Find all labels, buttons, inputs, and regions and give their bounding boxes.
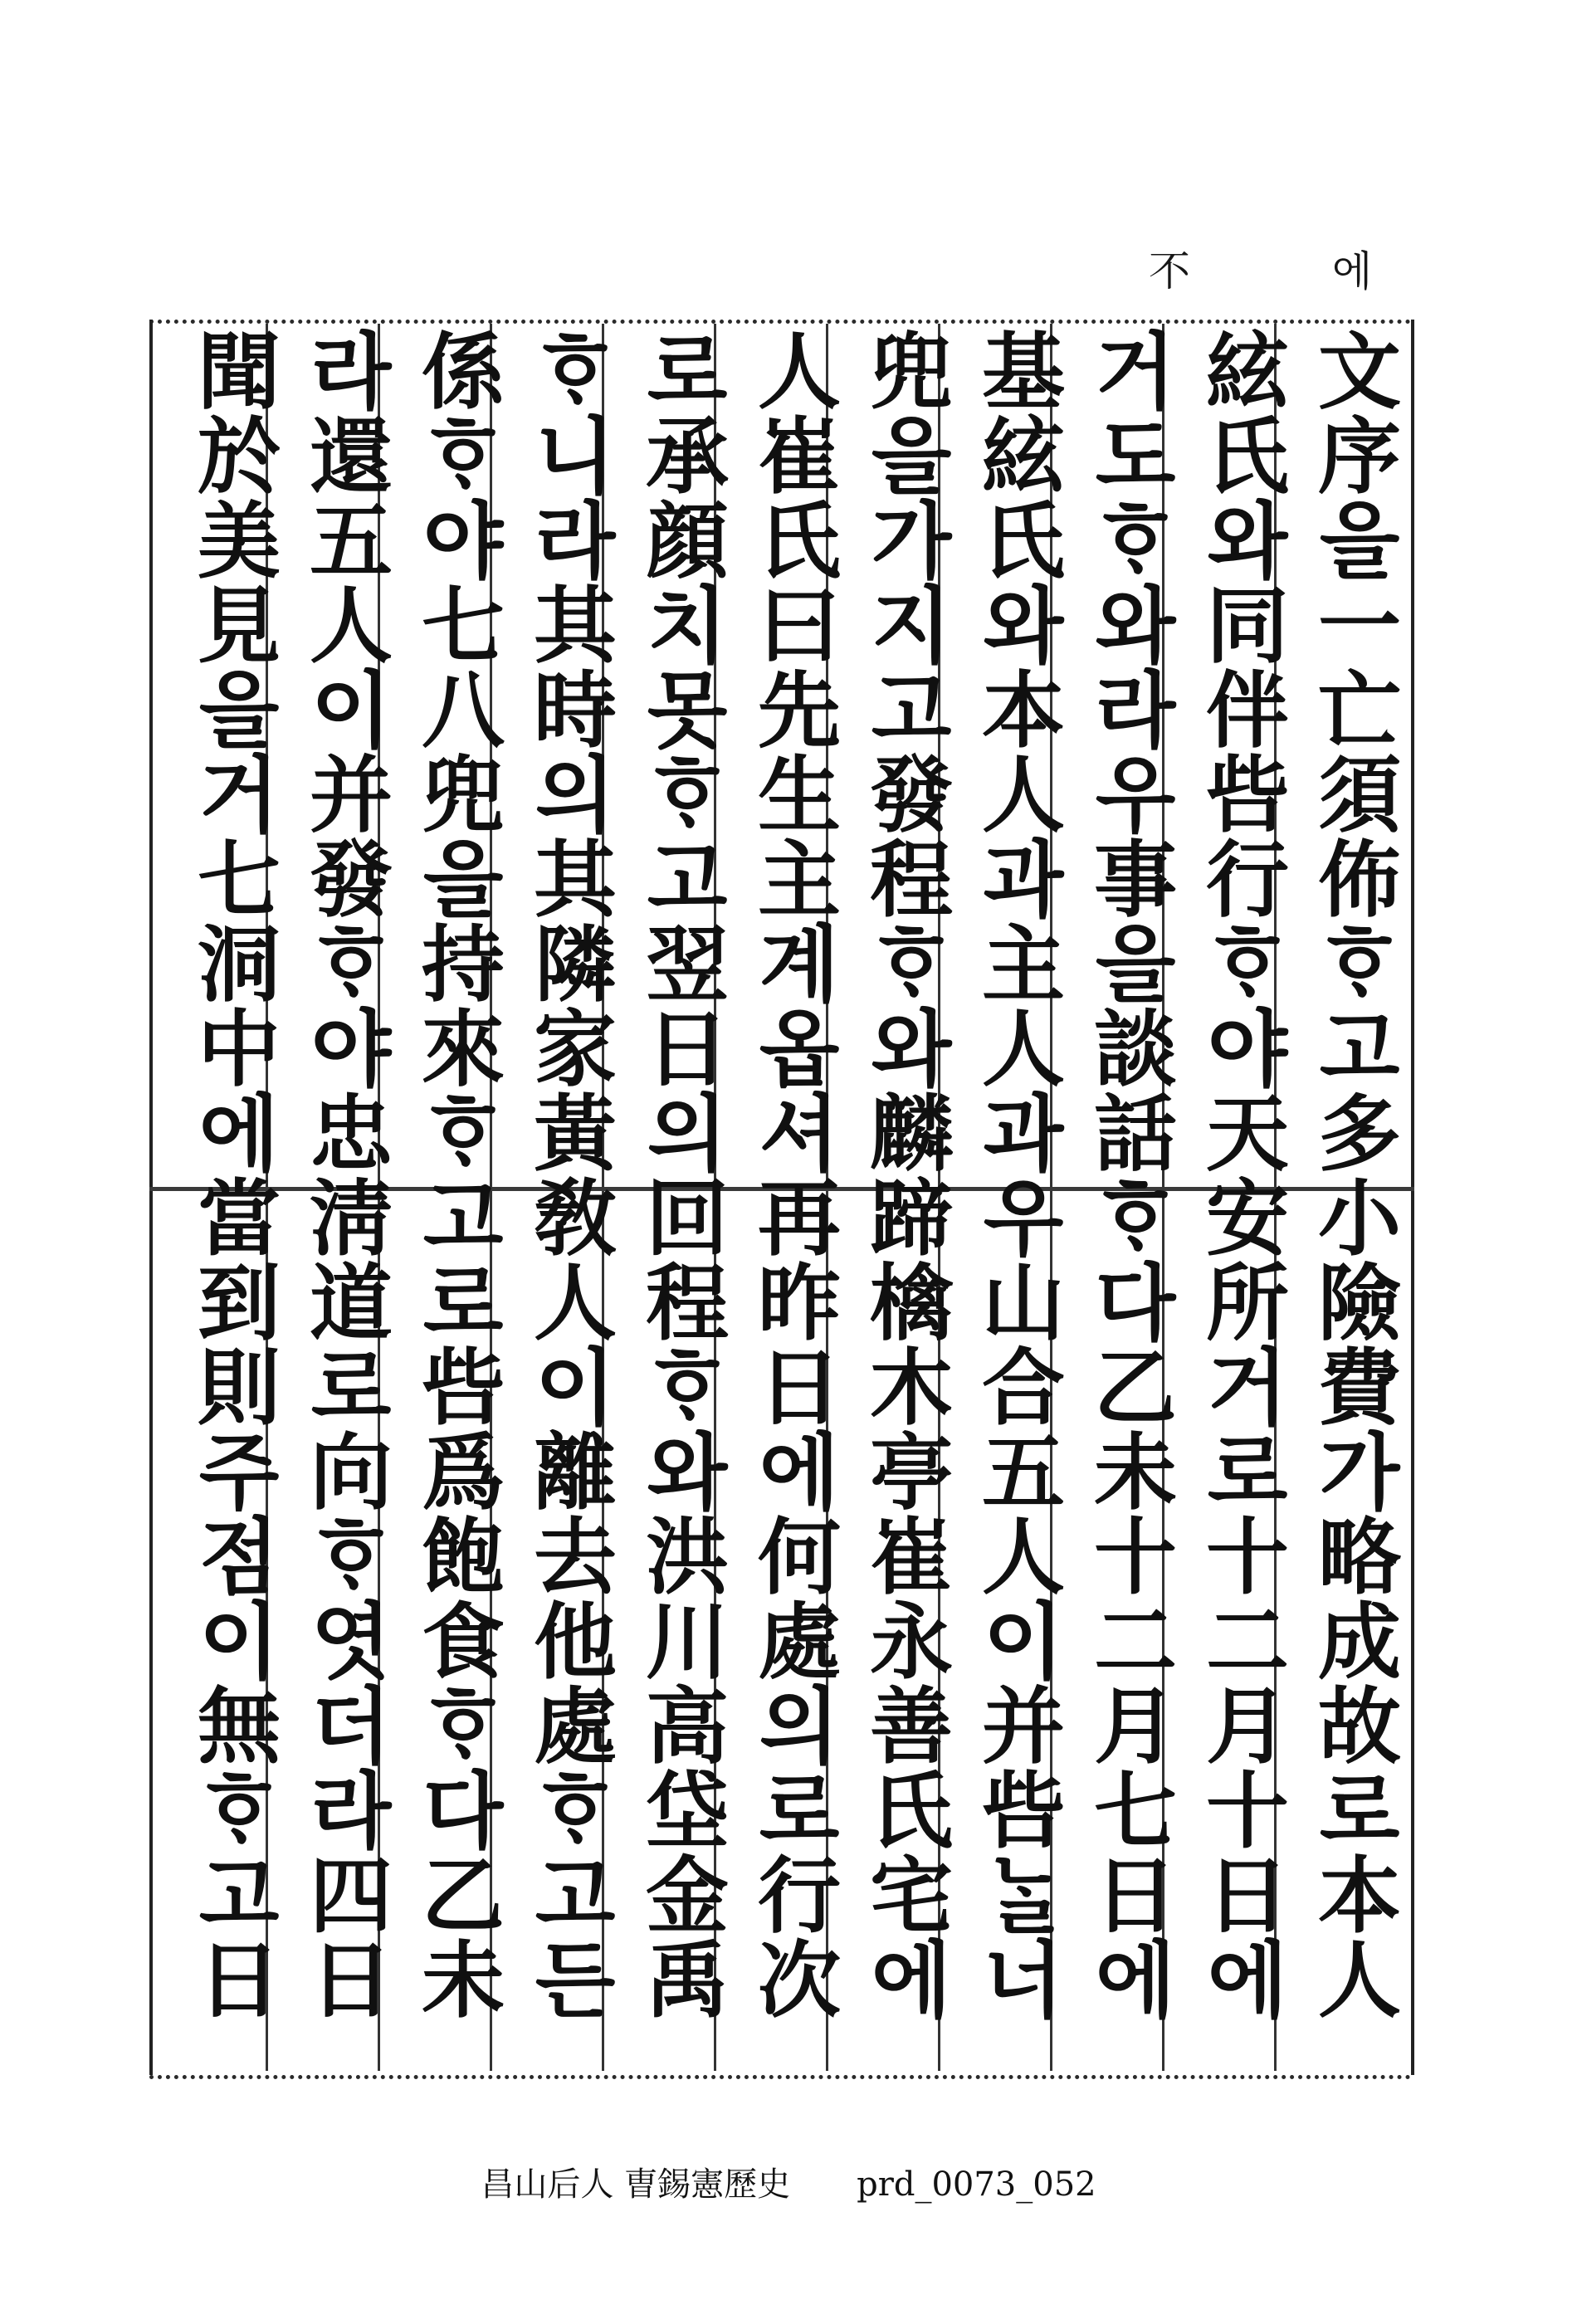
text-column: ᄒᆞ니라其時의其隣家黃敎人이離去他處ᄒᆞ고든 — [520, 328, 618, 2021]
text-column: 文序을一亡須佈ᄒᆞ고多小險費가略成故로本人 — [1304, 328, 1402, 2021]
text-column: 人崔氏曰先生主계옵셔再昨日에何處의로行次 — [744, 328, 842, 2021]
text-column: 聞於美見을거七洞中에當到則주점이無ᄒᆞ고日 — [183, 328, 281, 2021]
text-columns — [154, 328, 1411, 2071]
footer-page-id: prd_0073_052 — [857, 2165, 1096, 2204]
frame-right-border — [1411, 320, 1414, 2075]
text-column: 兜을가지고發程ᄒᆞ와麟蹄檎木亭崔永善氏宅에 — [856, 328, 954, 2021]
page-footer — [0, 2158, 1577, 2205]
text-column: 絃氏와同伴呰行ᄒᆞ야天安所거로十二月十日에 — [1192, 328, 1290, 2021]
text-column: 로承顔치못ᄒᆞ고翌日의回程ᄒᆞ와洪川高垈金禹 — [632, 328, 730, 2021]
footer-collection-title: 昌山后人 曺錫憲歷史 — [481, 2165, 791, 2204]
text-column: 라還五人이并發ᄒᆞ야忠淸道로向ᄒᆞ엿더라四日 — [295, 328, 393, 2021]
frame-left-border — [149, 320, 153, 2075]
top-margin-mark-right: 에 — [1325, 249, 1373, 290]
text-column: 거도ᄒᆞ와라우事을談話ᄒᆞ다乙未十二月七日에 — [1080, 328, 1178, 2021]
text-column: 基絃氏와本人과主人과우山合五人이并呰ᄂᆞᆯ너 — [968, 328, 1066, 2021]
text-column: 係ᄒᆞ야七八兜을持來ᄒᆞ고로呰爲飽食ᄒᆞ다乙未 — [408, 328, 505, 2021]
top-margin-mark-left: 不 — [1142, 249, 1190, 290]
